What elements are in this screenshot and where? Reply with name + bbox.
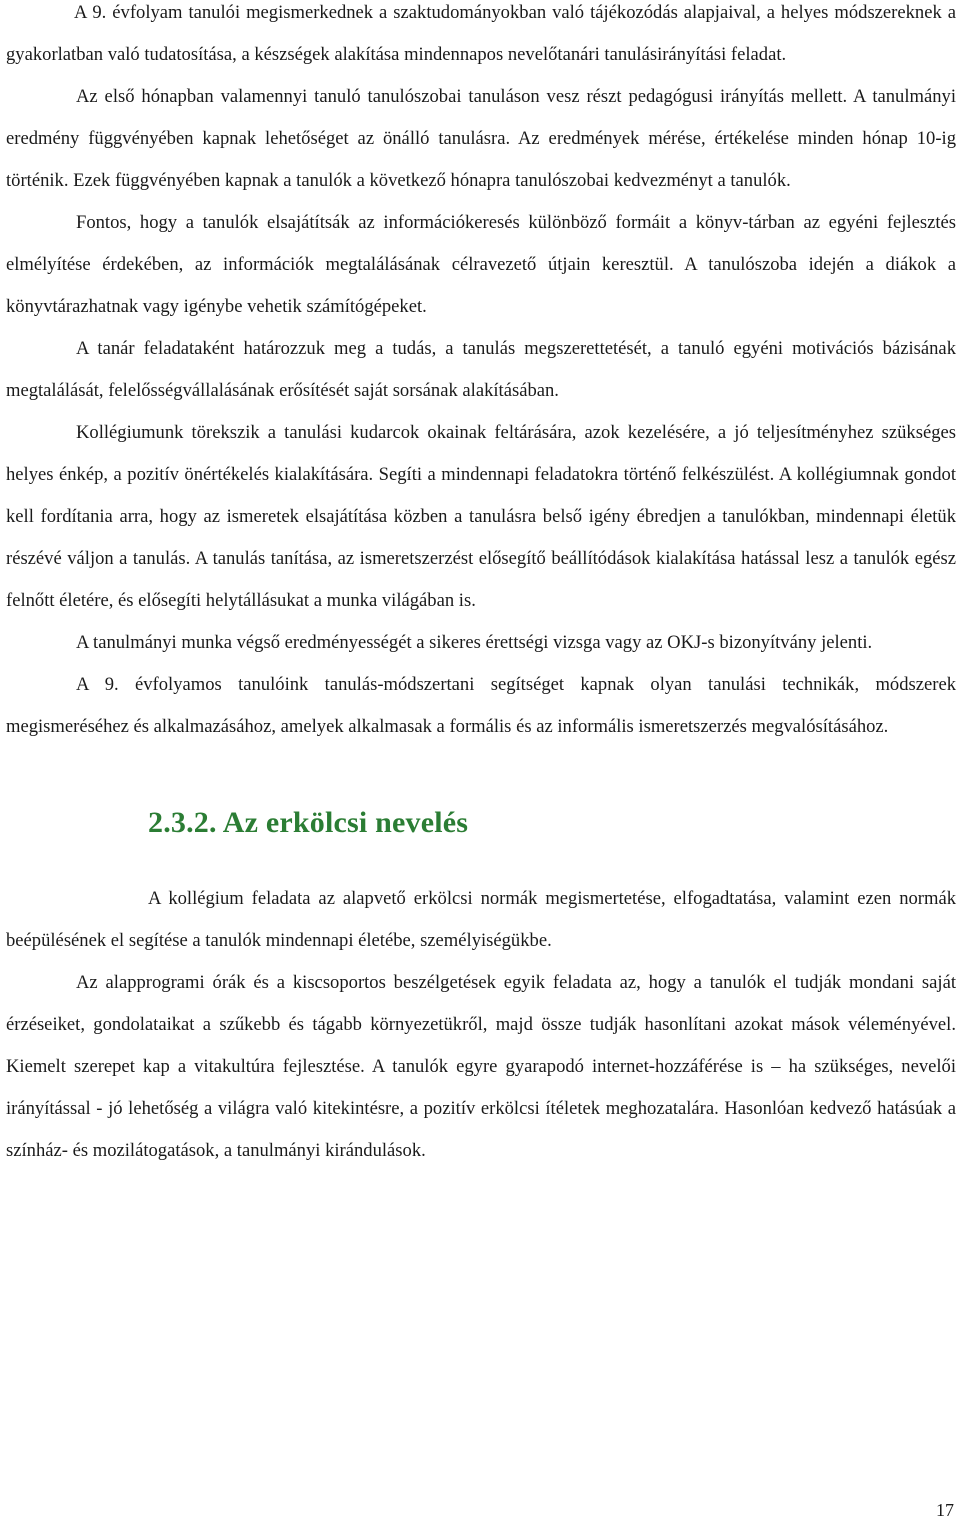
- section-paragraph-1: A kollégium feladata az alapvető erkölcsi normák megismertetése, elfogadtatása, valamint ezen normák beépülésének el segítése a tanulók mindennapi életébe, személyiségükbe.: [6, 888, 956, 951]
- paragraph-7: A 9. évfolyamos tanulóink tanulás-módszertani segítséget kapnak olyan tanulási technikák, módszerek megismeréséhez és alkalmazásához, amelyek alkalmasak a formális és az informális ismeretszerzés megvalósításához.: [6, 674, 956, 737]
- document-page: [6, 0, 956, 1172]
- paragraph-4: A tanár feladataként határozzuk meg a tudás, a tanulás megszerettetését, a tanuló egyéni motivációs bázisának megtalálását, felelősségvállalásának erősítését saját sorsának alakításában.: [6, 338, 956, 401]
- section-body: [6, 878, 956, 1172]
- paragraph-5: Kollégiumunk törekszik a tanulási kudarcok okainak feltárására, azok kezelésére, a jó teljesítményhez szükséges helyes énkép, a pozitív önértékelés kialakítására. Segíti a mindennapi feladatokra történő felkészülést. A kollégiumnak gondot kell fordítania arra, hogy az ismeretek elsajátítása közben a tanulásra belső igény ébredjen a tanulókban, mindennapi életük részévé váljon a tanulás. A tanulás tanítása, az ismeretszerzést elősegítő beállítódások kialakítása hatással lesz a tanulók egész felnőtt életére, és elősegíti helytállásukat a munka világában is.: [6, 422, 956, 611]
- section-heading: 2.3.2. Az erkölcsi nevelés: [148, 806, 469, 839]
- paragraph-3: Fontos, hogy a tanulók elsajátítsák az információkeresés különböző formáit a könyv-tárban az egyéni fejlesztés elmélyítése érdekében, az információk megtalálásának célravezető útjain keresztül. A tanulószoba idején a diákok a könyvtárazhatnak vagy igénybe vehetik számítógépeket.: [6, 212, 956, 317]
- section-paragraph-2: Az alapprogrami órák és a kiscsoportos beszélgetések egyik feladata az, hogy a tanulók el tudják mondani saját érzéseiket, gondolataikat a szűkebb és tágabb környezetükről, majd össze tudják hasonlítani azokat mások véleményével. Kiemelt szerepet kap a vitakultúra fejlesztése. A tanulók egyre gyarapodó internet-hozzáférése is – ha szükséges, nevelői irányítással - jó lehetőség a világra való kitekintésre, a pozitív erkölcsi ítéletek meghozatalára. Hasonlóan kedvező hatásúak a színház- és mozilátogatások, a tanulmányi kirándulások.: [6, 972, 956, 1161]
- page-number: 17: [936, 1500, 954, 1520]
- paragraph-2: Az első hónapban valamennyi tanuló tanulószobai tanuláson vesz részt pedagógusi irányítás mellett. A tanulmányi eredmény függvényében kapnak lehetőséget az önálló tanulásra. Az eredmények mérése, értékelése minden hónap 10-ig történik. Ezek függvényében kapnak a tanulók a következő hónapra tanulószobai kedvezményt a tanulók.: [6, 86, 956, 191]
- paragraph-1: A 9. évfolyam tanulói megismerkednek a szaktudományokban való tájékozódás alapjaival, a helyes módszereknek a gyakorlatban való tudatosítása, a készségek alakítása mindennapos nevelőtanári tanulásirányítási feladat.: [6, 2, 956, 65]
- paragraph-6: A tanulmányi munka végső eredményességét a sikeres érettségi vizsga vagy az OKJ-s bizonyítvány jelenti.: [76, 632, 873, 653]
